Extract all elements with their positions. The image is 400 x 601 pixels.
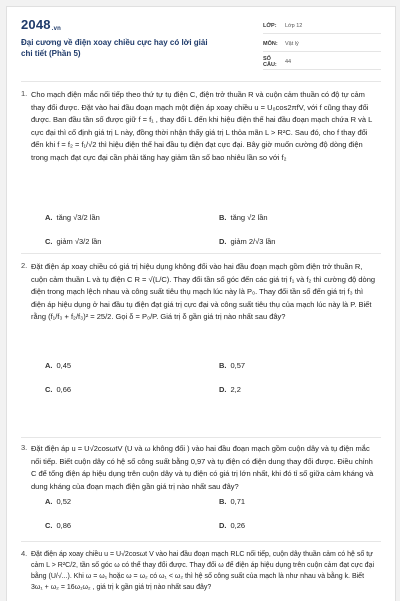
question-text: Cho mạch điện mắc nối tiếp theo thứ tự tụ điện C, điện trở thuần R và cuộn cảm thuần có độ tự cảm thay đổi được. Đặt vào hai đầu đoạn mạch một điện áp xoay chiều u = U₀cos2πfV, với f cũng thay đổi được. Ban đầu tần số được giữ f = f₁ , thay đổi L đến khi hiệu điện thế hai đầu đoạn mạch chứa R và L cực đại thì cố định giá trị L này, đồng thời nhận thấy giá trị L thỏa mãn L > R²C. Sau đó, cho f thay đổi đến khi f = f₂ = f₁/√2 thì hiệu điện thế hai đầu tụ điện đạt cực đại. Bây giờ muốn cường độ dòng điện trong mạch đạt cực đại cần phải tăng hay giảm tần số bao nhiêu lần so với f₂ (31, 90, 373, 162)
divider (21, 253, 381, 254)
meta-question-count: SỐ CÂU: 44 (263, 55, 381, 70)
question-4 (21, 541, 381, 601)
question-text: Đặt điện áp xoay chiều u = U√2cosωt V vào hai đầu đoạn mạch RLC nối tiếp, cuộn dây thuần cảm có hệ số tự cảm L > R²C/2, tần số góc ω có thể thay đổi được. Thay đổi ω để điện áp hiệu dụng trên cuộn cảm đạt cực đại bằng (U/√...). Khi ω = ω₁ hoặc ω = ω₂ có ω₁ < ω₂ thì hệ số công suất của mạch là như nhau và bằng k. Biết 3ω₁ + ω₂ = 16ω₁ω₂ , giá trị k gần giá trị nào nhất sau đây? (31, 551, 374, 591)
option-c[interactable]: C. giảm √3/2 lần (45, 237, 102, 246)
worksheet-header (7, 7, 395, 81)
question-number: 3. (21, 443, 28, 452)
question-1 (21, 81, 381, 253)
worksheet-page (6, 6, 396, 601)
option-a[interactable]: A. 0,52 (45, 497, 72, 506)
option-a[interactable]: A. 0,45 (45, 361, 72, 370)
divider (21, 541, 381, 542)
divider (21, 437, 381, 438)
option-d[interactable]: D. giảm 2/√3 lần (219, 237, 276, 246)
divider (21, 81, 381, 82)
option-a[interactable]: A. tăng √3/2 lần (45, 213, 100, 222)
option-c[interactable]: C. 0,66 (45, 385, 72, 394)
question-text: Đặt điện áp u = U√2cosωtV (U và ω không đổi ) vào hai đầu đoạn mạch gồm cuộn dây và tụ điện mắc nối tiếp. Biết cuộn dây có hệ số công suất bằng 0,97 và tụ điện có điện dung thay đổi được. Điều chỉnh C để tổng điện áp hiệu dụng trên cuộn dây và tụ điện có giá trị lớn nhất, khi đó tỉ số giữa cảm kháng và dung kháng của đoạn mạch điện gần giá trị nào nhất sau đây? (31, 444, 374, 491)
option-c[interactable]: C. 0,86 (45, 521, 72, 530)
option-b[interactable]: B. 0,57 (219, 361, 246, 370)
meta-subject: MÔN: Vật lý (263, 37, 381, 52)
option-d[interactable]: D. 0,26 (219, 521, 246, 530)
question-text: Đặt điện áp xoay chiều có giá trị hiệu dụng không đổi vào hai đầu đoạn mạch gồm điện trở thuần R, cuộn cảm thuần L và tụ điện C R = √(L/C). Thay đổi tần số góc đến các giá trị f₁ và f₂ thì cường độ dòng điện trong mạch lệch nhau và công suất tiêu thụ mạch lúc này là P₀. Thay đổi tần số đến giá trị f₃ thì điện áp hiệu dụng ở hai đầu tụ điện đạt giá trị cực đại và công suất tiêu thụ của mạch lúc này là P. Biết rằng (f₁/f₃ + f₂/f₃)² = 25/2. Gọi δ = P₀/P. Giá trị δ gần giá trị nào nhất sau đây? (31, 262, 376, 321)
question-number: 2. (21, 261, 28, 270)
question-number: 1. (21, 89, 28, 98)
question-2 (21, 253, 381, 429)
option-b[interactable]: B. tăng √2 lần (219, 213, 268, 222)
worksheet-title: Đại cương về điện xoay chiều cực hay có lời giải chi tiết (Phần 5) (21, 38, 208, 58)
option-b[interactable]: B. 0,71 (219, 497, 246, 506)
question-3 (21, 429, 381, 541)
question-number: 4. (21, 549, 28, 558)
meta-grade: LỚP: Lớp 12 (263, 19, 381, 34)
worksheet-meta (263, 19, 381, 73)
site-logo[interactable]: 2048.vn (21, 17, 62, 32)
option-d[interactable]: D. 2,2 (219, 385, 241, 394)
